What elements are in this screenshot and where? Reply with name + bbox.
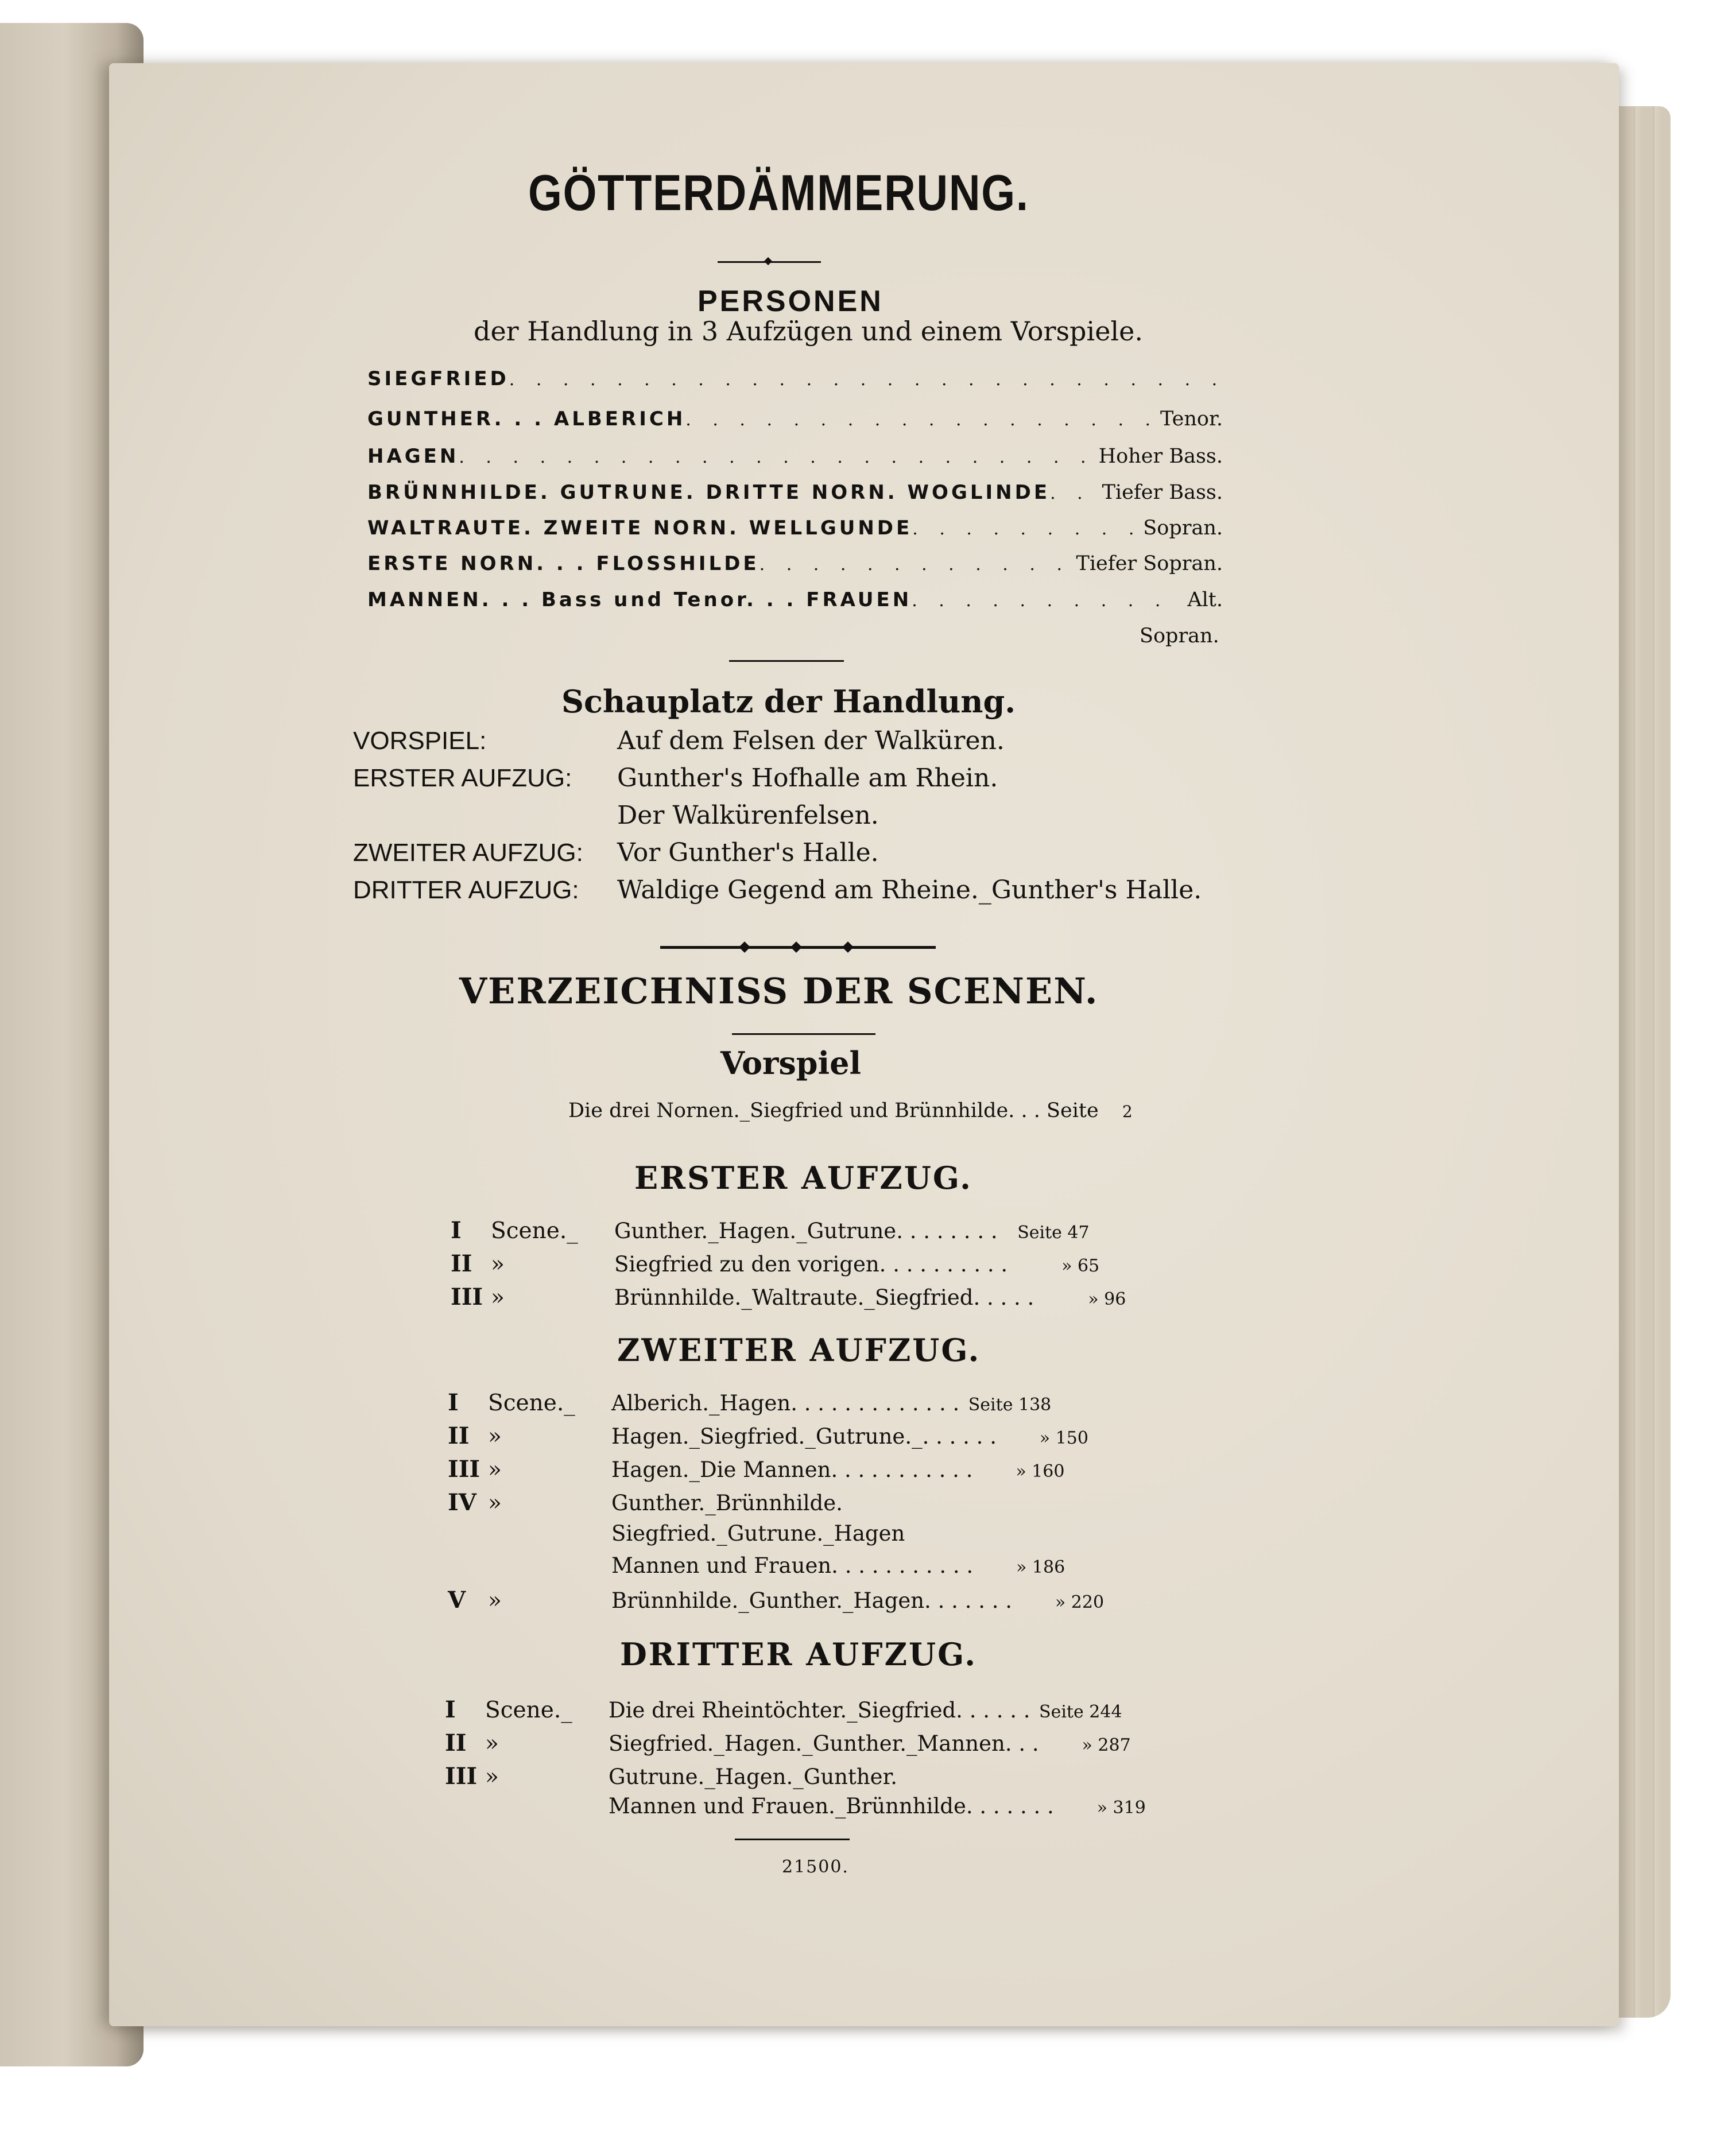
scene-row: I Scene._ Die drei Rheintöchter._Siegfried. . . . . . Seite 244 [445,1696,1122,1723]
role-names: SIEGFRIED [367,367,509,390]
scene-row: Mannen und Frauen. . . . . . . . . . . » 186 [611,1553,1065,1578]
schauplatz-line: Der Walkürenfelsen. [617,801,879,830]
role-line: GUNTHER. . . ALBERICH . . . Tenor. [367,408,1223,439]
scene-row: III » Hagen._Die Mannen. . . . . . . . . . . » 160 [448,1456,1065,1483]
act-heading: ERSTER AUFZUG. [634,1159,972,1196]
scene-row: II » Hagen._Siegfried._Gutrune._. . . . . . » 150 [448,1422,1088,1449]
role-names: GUNTHER. . . ALBERICH [367,408,686,431]
scene-row: III » Brünnhilde._Waltraute._Siegfried. . . . . » 96 [451,1283,1126,1310]
role-line: MANNEN. . . Bass und Tenor. . . FRAUEN . . . Alt. [367,588,1223,619]
plate-number: 21500. [782,1857,849,1877]
role-line: BRÜNNHILDE. GUTRUNE. DRITTE NORN. WOGLINDE . . . Tiefer Bass. [367,481,1223,512]
ornament-dot [790,941,802,953]
scene-row: II » Siegfried zu den vorigen. . . . . . . . . . » 65 [451,1250,1100,1277]
personen-heading: PERSONEN [698,285,884,318]
role-names: WALTRAUTE. ZWEITE NORN. WELLGUNDE [367,517,913,540]
footer-rule [735,1839,850,1840]
schauplatz-line: ZWEITER AUFZUG: Vor Gunther's Halle. [353,838,879,867]
role-names: BRÜNNHILDE. GUTRUNE. DRITTE NORN. WOGLINDE [367,481,1051,504]
role-line: WALTRAUTE. ZWEITE NORN. WELLGUNDE . . . Sopran. [367,517,1223,548]
role-names: HAGEN [367,445,459,468]
vorspiel-line: Die drei Nornen._Siegfried und Brünnhilde. . . Seite 2 [568,1099,1133,1122]
personen-subtitle: der Handlung in 3 Aufzügen und einem Vorspiele. [474,316,1143,347]
scene-row: I Scene._ Alberich._Hagen. . . . . . . . . . . . . Seite 138 [448,1389,1052,1416]
ornament-dot [739,941,750,953]
schauplatz-line: DRITTER AUFZUG: Waldige Gegend am Rheine._Gunther's Halle. [353,875,1202,905]
scene-row: Siegfried._Gutrune._Hagen [611,1521,905,1546]
title-ornament [764,257,772,265]
section-rule [729,660,844,662]
vorspiel-page: 2 [1122,1102,1133,1121]
scene-row: V » Brünnhilde._Gunther._Hagen. . . . . . . » 220 [448,1587,1105,1614]
scene-row: III » Gutrune._Hagen._Gunther. [445,1763,897,1790]
verzeichnis-heading: VERZEICHNISS DER SCENEN. [459,970,1099,1012]
vorspiel-heading: Vorspiel [720,1045,861,1081]
act-heading: DRITTER AUFZUG. [620,1636,978,1673]
page-title: GÖTTERDÄMMERUNG. [528,164,1029,221]
scene-row: Mannen und Frauen._Brünnhilde. . . . . . . » 319 [609,1794,1146,1818]
role-names: MANNEN. . . Bass und Tenor. . . FRAUEN [367,588,912,611]
scene-row: IV » Gunther._Brünnhilde. [448,1489,843,1516]
ornament-dot [842,941,854,953]
role-names: ERSTE NORN. . . FLOSSHILDE [367,552,760,575]
schauplatz-line: VORSPIEL: Auf dem Felsen der Walküren. [353,726,1005,755]
vorspiel-rule [732,1033,875,1035]
scene-row: II » Siegfried._Hagen._Gunther._Mannen. . . » 287 [445,1729,1131,1756]
last-voice: Sopran. [1140,625,1219,647]
schauplatz-line: ERSTER AUFZUG: Gunther's Hofhalle am Rhein. [353,763,998,793]
role-line [367,367,1223,398]
role-line: ERSTE NORN. . . FLOSSHILDE . . . Tiefer Sopran. [367,552,1223,583]
act-heading: ZWEITER AUFZUG. [617,1332,981,1368]
schauplatz-heading: Schauplatz der Handlung. [561,683,1016,720]
role-line: HAGEN . . . Hoher Bass. [367,445,1223,476]
scene-row: I Scene._ Gunther._Hagen._Gutrune. . . . . . . . Seite 47 [451,1217,1090,1244]
